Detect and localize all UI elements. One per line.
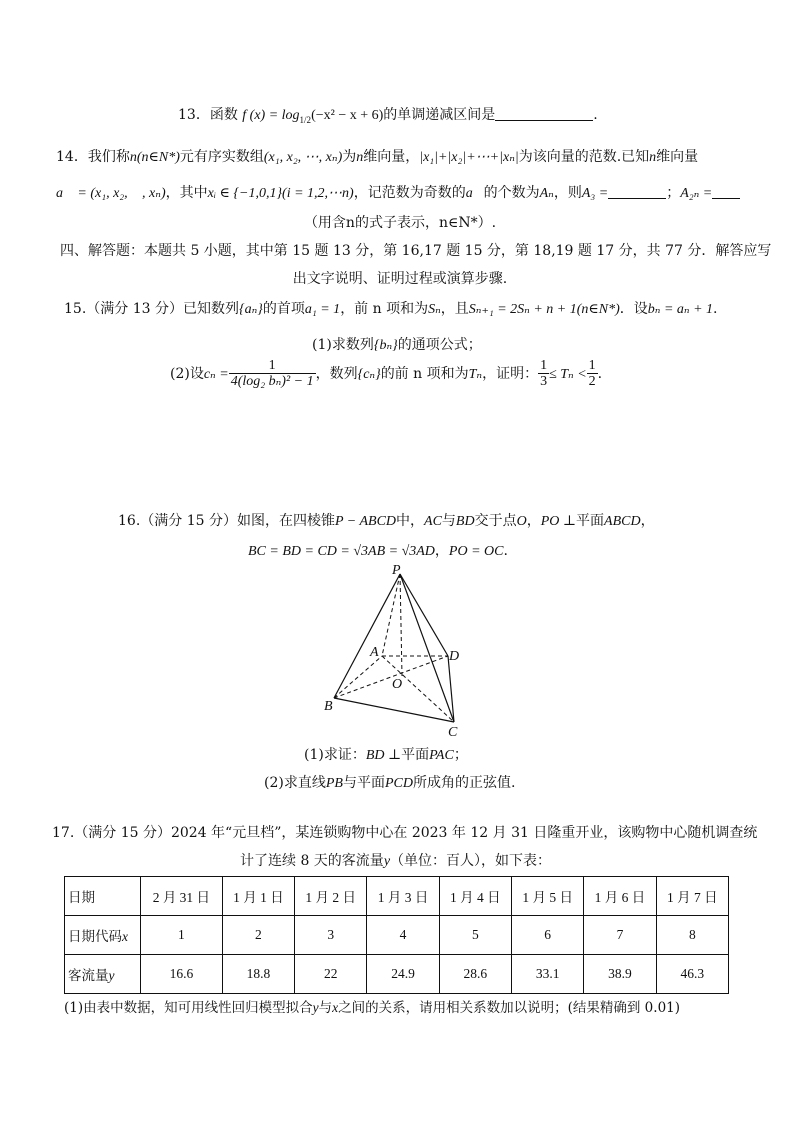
table-cell: 33.1 <box>512 955 584 994</box>
table-cell: 1 月 2 日 <box>295 877 367 916</box>
q17-math: y <box>383 854 391 869</box>
header-var: y <box>108 968 115 983</box>
q15-math: Sₙ <box>428 302 441 317</box>
label-O: O <box>392 677 403 692</box>
q16-math: O <box>516 514 527 529</box>
table-cell: 24.9 <box>367 955 439 994</box>
q16-text: 平面 <box>576 513 605 529</box>
q16-part2 <box>264 772 515 792</box>
q17-math: x <box>332 1000 339 1015</box>
q14-math: a⃗ = (x₁, x₂, ⋯, xₙ) <box>56 186 166 201</box>
traffic-table <box>64 876 729 994</box>
table-cell: 3 <box>295 916 367 955</box>
q15-fraction-lower <box>538 358 549 390</box>
q15-text: (1)求数列 <box>312 337 374 353</box>
table-row-dates <box>65 877 729 916</box>
frac-numerator: 1 <box>588 358 596 373</box>
table-cell: 6 <box>512 916 584 955</box>
q14-answer-blank-1[interactable] <box>608 198 666 199</box>
q15-text: ．设 <box>619 301 648 317</box>
q15-line1 <box>64 298 717 318</box>
q15-text: ，证明： <box>482 365 539 382</box>
q16-text: ， <box>640 513 655 529</box>
frac-numerator: 1 <box>540 358 548 373</box>
segment-PO <box>400 574 402 676</box>
q14-math: n(n∈N*) <box>129 150 180 165</box>
q15-part1 <box>312 334 482 354</box>
q16-text: 平面 <box>401 747 430 763</box>
q17-text: (1)由表中数据，知可用线性回归模型拟合 <box>64 1000 313 1016</box>
q14-text: 维向量， <box>363 149 420 165</box>
label-C: C <box>448 725 458 738</box>
q15-math: bₙ = aₙ + 1 <box>647 302 714 317</box>
q16-math: ABCD <box>604 514 641 529</box>
q14-line3: （用含n的式子表示，n∈N*）. <box>303 215 497 231</box>
table-cell: 38.9 <box>584 955 656 994</box>
q14-math: A₂ₙ = <box>680 186 713 201</box>
q14-text: 的个数为 <box>483 185 540 201</box>
table-cell: 1 月 6 日 <box>584 877 656 916</box>
q16-text: ， <box>434 543 449 559</box>
q13-log-base: 1/2 <box>299 114 312 125</box>
q15-text: ，前 n 项和为 <box>340 301 429 317</box>
table-cell: 5 <box>439 916 511 955</box>
table-cell: 7 <box>584 916 656 955</box>
edge-BC <box>334 698 454 722</box>
table-cell: 4 <box>367 916 439 955</box>
label-P: P <box>392 563 401 578</box>
table-cell: 28.6 <box>439 955 511 994</box>
q15-text: (2)设 <box>170 365 204 382</box>
q17-part1 <box>64 996 680 1016</box>
q15-math: Sₙ₊₁ = 2Sₙ + n + 1(n∈N*) <box>468 302 620 317</box>
edge-PA <box>382 574 400 656</box>
table-cell: 1 月 3 日 <box>367 877 439 916</box>
q13-text-pre: 函数 <box>209 107 238 123</box>
q16-math: P − ABCD <box>334 514 397 529</box>
q15-text: 的通项公式； <box>397 337 482 353</box>
header-text: 日期代码 <box>68 929 122 944</box>
q16-text: 所成角的正弦值. <box>412 775 516 791</box>
table-row-flow <box>65 955 729 994</box>
q16-line1 <box>118 510 655 530</box>
q16-math: BD ⊥ <box>365 748 402 763</box>
q16-math: AC <box>424 514 442 529</box>
q16-text: ； <box>453 747 468 763</box>
q13-answer-blank[interactable] <box>495 120 593 121</box>
edge-PD <box>400 574 448 656</box>
q14-math: n <box>649 150 657 165</box>
q14-answer-blank-2[interactable] <box>712 198 740 199</box>
table-cell: 46.3 <box>656 955 728 994</box>
q13-number: 13． <box>178 107 210 123</box>
q15-math: {aₙ} <box>238 302 263 317</box>
q16-text: ， <box>526 513 541 529</box>
q15-math: {cₙ} <box>357 366 381 382</box>
table-cell: 1 月 1 日 <box>222 877 294 916</box>
q14-math: a⃗ <box>465 186 484 201</box>
frac-denominator: 3 <box>540 374 548 390</box>
label-D: D <box>449 649 460 664</box>
q16-math: BC = BD = CD = √3AB = √3AD <box>248 544 435 559</box>
section-4-heading: 四、解答题：本题共 5 小题，其中第 15 题 13 分，第 16,17 题 15 分，第 18,19 题 17 分，共 77 分．解答应写 <box>60 243 772 259</box>
q17-text: 与 <box>318 1000 333 1016</box>
frac-denominator: 4(log₂ bₙ)² − 1 <box>230 374 314 390</box>
q15-text: 的前 n 项和为 <box>380 365 469 382</box>
q14-math: n <box>356 150 364 165</box>
table-cell: 8 <box>656 916 728 955</box>
q14-text: 维向量 <box>656 149 699 165</box>
q15-fraction-upper <box>587 358 598 390</box>
header-text: 客流量 <box>68 968 109 983</box>
q16-math: PCD <box>384 776 413 791</box>
label-A: A <box>370 645 379 660</box>
q14-text: 为该向量的范数.已知 <box>518 149 650 165</box>
q14-text: 为 <box>342 149 357 165</box>
q13-function: f (x) = log <box>242 108 300 123</box>
q16-text: 交于点 <box>474 513 517 529</box>
q17-math: y <box>312 1000 319 1015</box>
q14-text: ，其中 <box>165 185 208 201</box>
q14-math: xᵢ ∈ {−1,0,1}(i = 1,2,⋯n) <box>207 186 354 201</box>
q15-fraction <box>229 358 316 390</box>
q16-text: 16.（满分 15 分）如图，在四棱锥 <box>118 513 335 529</box>
q13-line <box>178 104 598 125</box>
header-var: x <box>122 929 128 944</box>
edge-PB <box>334 574 403 698</box>
q16-part1 <box>304 744 468 764</box>
q13-text-post: 的单调递减区间是 <box>383 107 496 123</box>
table-cell: 2 <box>222 916 294 955</box>
table-cell: 18.8 <box>222 955 294 994</box>
q14-line2 <box>56 182 740 202</box>
table-cell: 1 月 5 日 <box>512 877 584 916</box>
section-4-heading-cont: 出文字说明、证明过程或演算步骤. <box>292 271 508 287</box>
q16-text: . <box>503 543 508 559</box>
q17-text: 之间的关系，请用相关系数加以说明；(结果精确到 0.01) <box>338 1000 681 1016</box>
q17-text: （单位：百人），如下表： <box>390 853 552 869</box>
edge-PC <box>400 574 454 722</box>
q16-math: PO = OC <box>448 544 504 559</box>
q17-line1: 17.（满分 15 分）2024 年“元旦档”，某连锁购物中心在 2023 年 12 月 31 日隆重开业，该购物中心随机调查统 <box>52 825 758 841</box>
table-cell: 1 月 7 日 <box>656 877 728 916</box>
table-row-codes <box>65 916 729 955</box>
q15-math: Tₙ <box>468 366 483 382</box>
q15-text: 15.（满分 13 分）已知数列 <box>64 301 239 317</box>
q14-math: (x₁, x₂, ⋯, xₙ) <box>263 150 343 165</box>
q17-text: 计了连续 8 天的客流量 <box>240 853 384 869</box>
q14-text: 元有序实数组 <box>179 149 264 165</box>
table-cell: 2 月 31 日 <box>141 877 223 916</box>
q15-math: ≤ Tₙ < <box>549 366 587 382</box>
q16-math: PO ⊥ <box>540 514 577 529</box>
edge-BA <box>334 656 382 698</box>
q16-math: BD <box>455 514 475 529</box>
q16-text: 与平面 <box>342 775 385 791</box>
table-cell: 16.6 <box>141 955 223 994</box>
q15-text: ，且 <box>440 301 469 317</box>
q14-text: ； <box>666 185 681 201</box>
q13-period: . <box>593 107 598 123</box>
frac-denominator: 2 <box>588 374 596 390</box>
q15-part2 <box>170 358 602 390</box>
q15-math: a₁ = 1 <box>304 302 341 317</box>
table-cell: 1 <box>141 916 223 955</box>
q16-math: PAC <box>429 748 454 763</box>
q13-arg: (−x² − x + 6) <box>311 108 384 123</box>
table-cell: 22 <box>295 955 367 994</box>
q15-text: 的首项 <box>262 301 305 317</box>
table-cell: 1 月 4 日 <box>439 877 511 916</box>
table-header-cell: 日期 <box>65 877 141 916</box>
pyramid-figure <box>320 560 490 738</box>
q16-text: 与 <box>441 513 456 529</box>
q14-math: A₃ = <box>581 186 609 201</box>
frac-numerator: 1 <box>229 358 316 374</box>
q14-math: |x₁|+|x₂|+⋯+|xₙ| <box>419 150 519 165</box>
q15-text: ，数列 <box>315 365 358 382</box>
q15-math: {bₙ} <box>373 338 398 353</box>
q16-line2 <box>248 540 508 560</box>
q14-text: ，则 <box>553 185 582 201</box>
q16-text: 中， <box>396 513 425 529</box>
q16-math: PB <box>325 776 343 791</box>
diagonal-BD <box>334 656 448 698</box>
q14-math: Aₙ <box>539 186 554 201</box>
q14-text: ，记范数为奇数的 <box>353 185 466 201</box>
q17-line2 <box>240 850 551 870</box>
table-header-cell <box>65 955 141 994</box>
q14-line1 <box>56 146 698 166</box>
q15-text: . <box>713 301 718 317</box>
label-B: B <box>324 699 333 714</box>
table-header-cell <box>65 916 141 955</box>
q16-text: (1)求证： <box>304 747 366 763</box>
q15-math: cₙ = <box>203 366 229 382</box>
q15-text: . <box>597 365 603 382</box>
q16-text: (2)求直线 <box>264 775 326 791</box>
q14-text: 14．我们称 <box>56 149 130 165</box>
